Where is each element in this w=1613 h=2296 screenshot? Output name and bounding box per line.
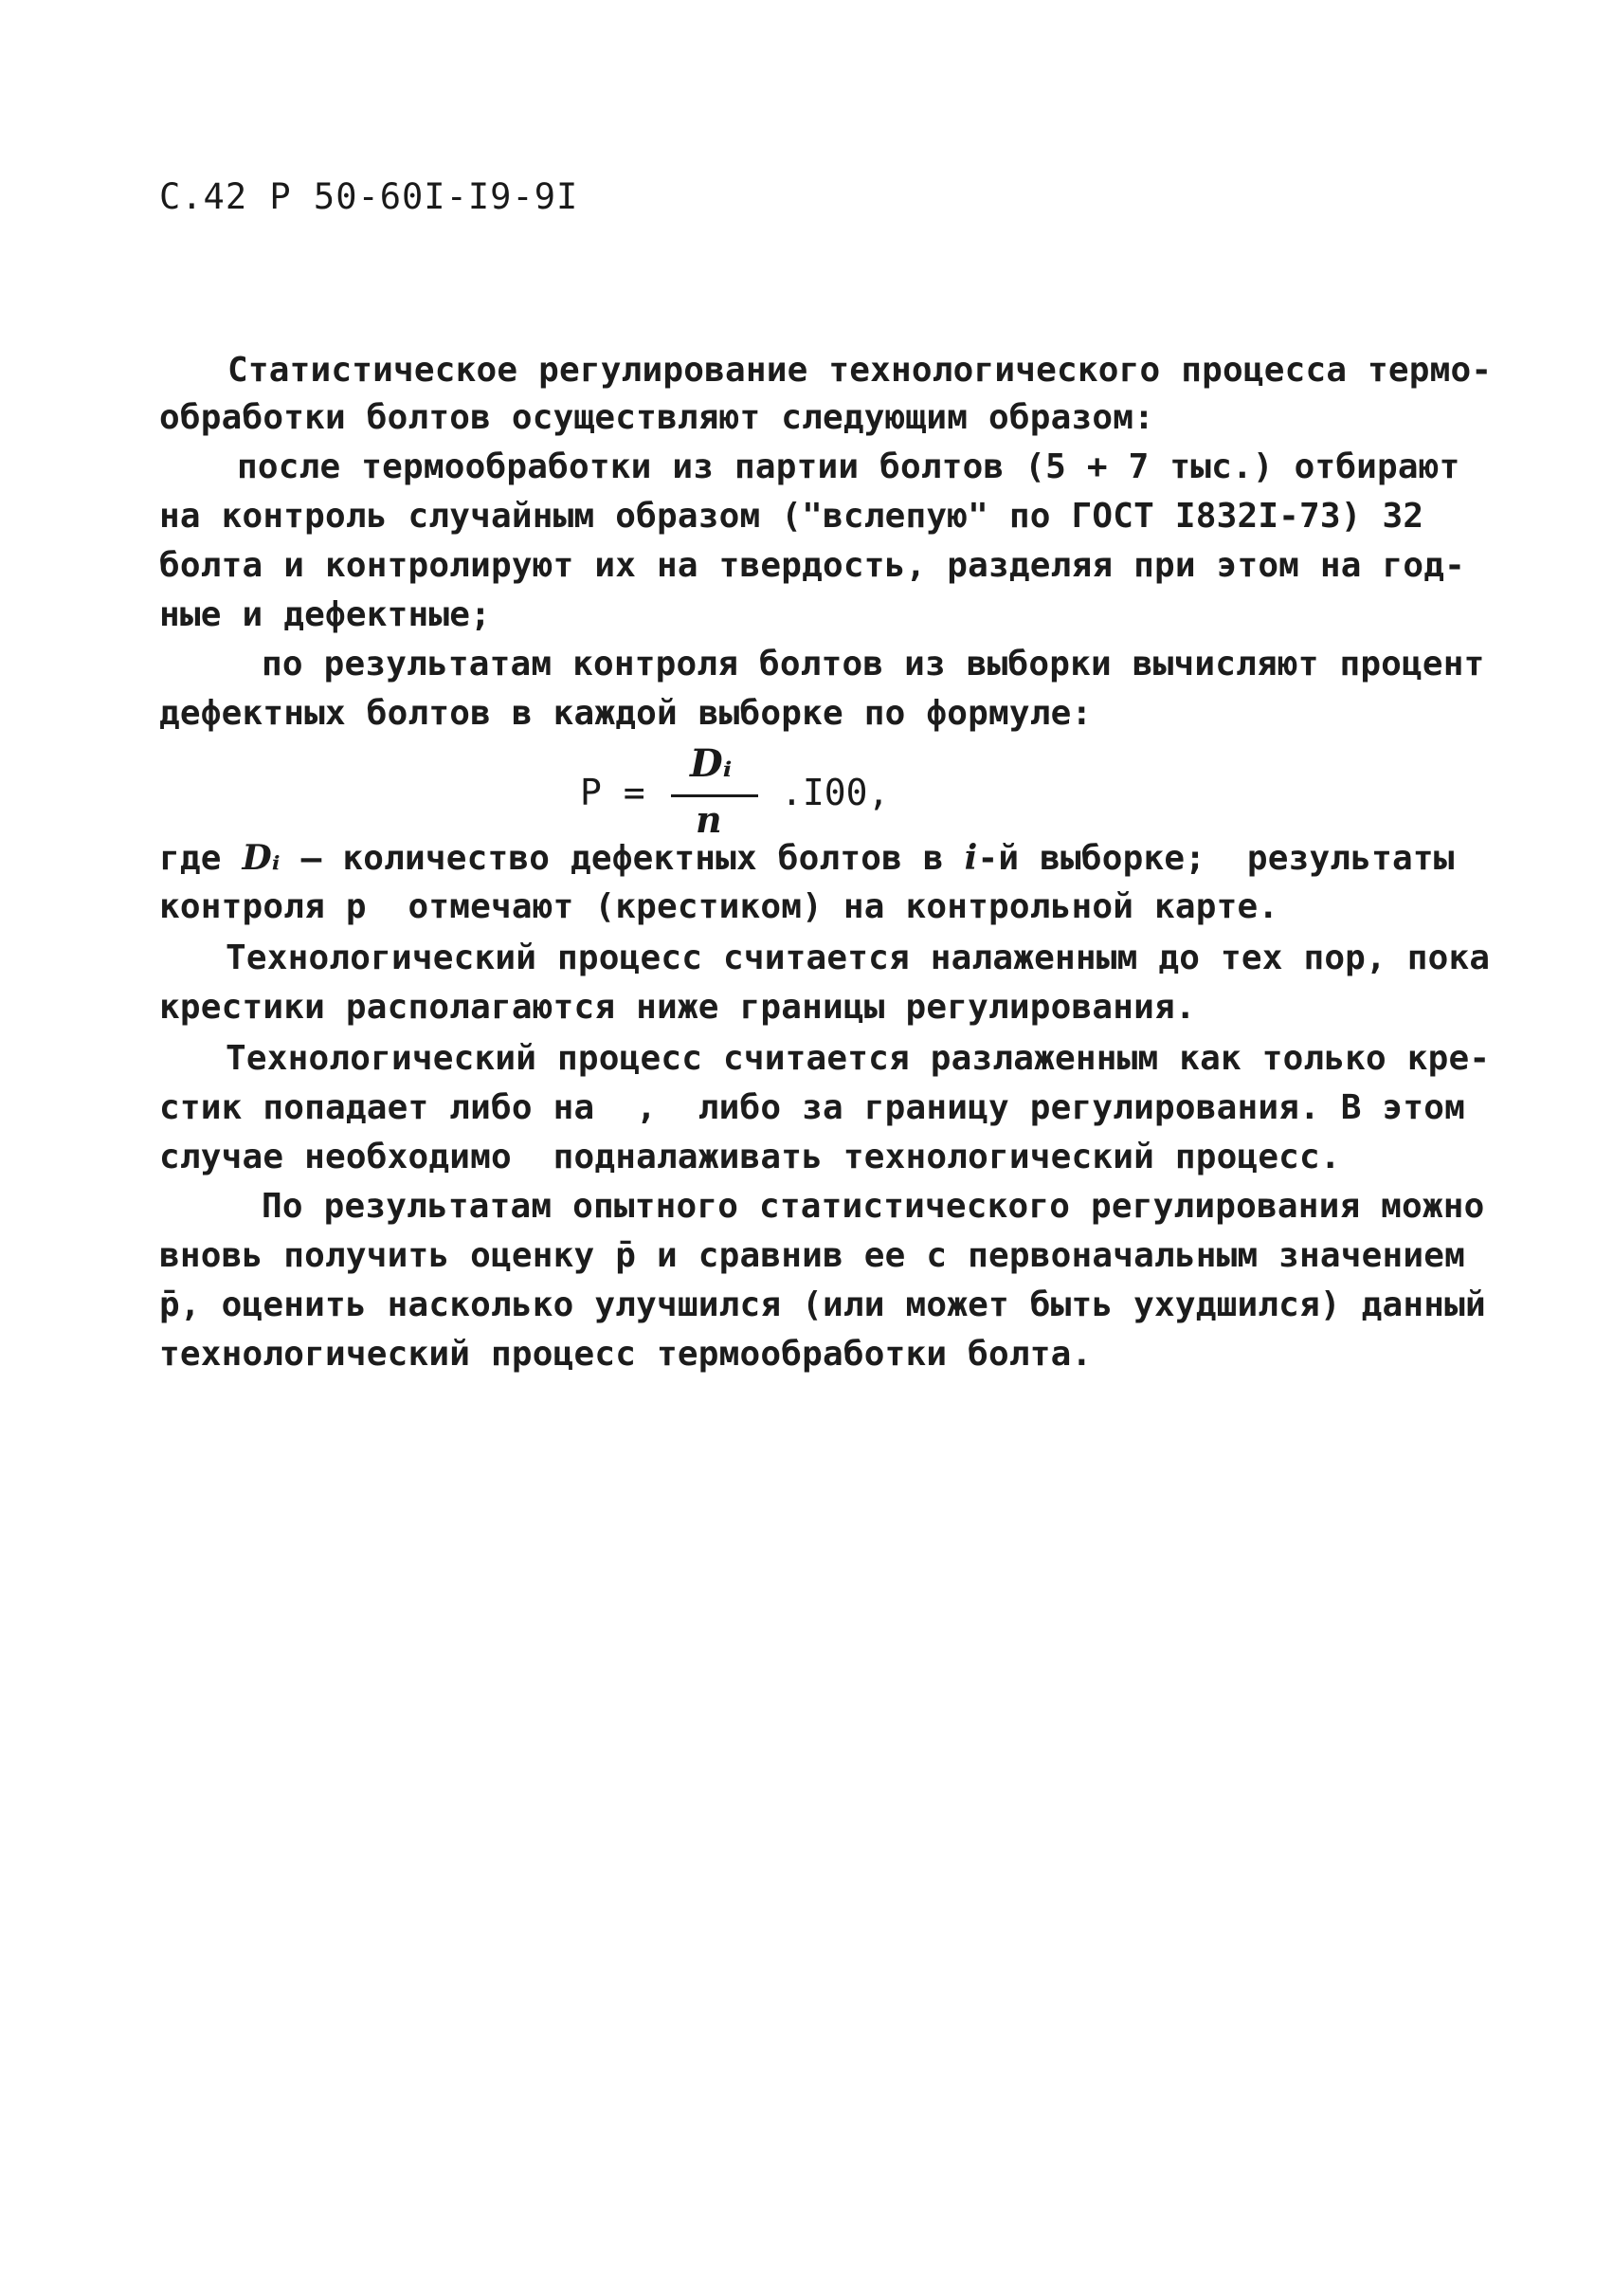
paragraph-3-line-1: по результатам контроля болтов из выборки вычисляют процент: [262, 645, 1485, 683]
paragraph-5-line-1: Технологический процесс считается налаженным до тех пор, пока: [226, 938, 1491, 977]
formula-denominator: n: [696, 798, 722, 841]
paragraph-6-line-1: Технологический процесс считается разлаженным как только кре-: [226, 1039, 1491, 1078]
paragraph-7-line-2: вновь получить оценку p̄ и сравнив ее с первоначальным значением: [159, 1236, 1466, 1275]
fraction-bar: [671, 794, 758, 797]
paragraph-4-line-2: контроля р отмечают (крестиком) на контрольной карте.: [159, 887, 1279, 926]
paragraph-2-line-1: после термообработки из партии болтов (5 + 7 тыс.) отбирают: [237, 447, 1460, 486]
formula-numerator: Dᵢ: [690, 741, 733, 786]
paragraph-1-line-1: Статистическое регулирование технологического процесса термо-: [227, 351, 1493, 390]
paragraph-2-line-3: болта и контролируют их на твердость, разделяя при этом на год-: [159, 546, 1466, 585]
paragraph-2-line-2: на контроль случайным образом ("вслепую" по ГОСТ I832I-73) 32: [159, 497, 1424, 536]
formula-lhs: P =: [580, 772, 645, 813]
page-header: С.42 Р 50-60I-I9-9I: [159, 176, 579, 217]
sample-index-symbol: i: [964, 838, 978, 878]
paragraph-1-line-2: обработки болтов осуществляют следующим образом:: [159, 398, 1154, 437]
paragraph-5-line-2: крестики располагаются ниже границы регулирования.: [159, 988, 1196, 1027]
defect-count-symbol: Dᵢ: [242, 838, 281, 878]
paragraph-7-line-4: технологический процесс термообработки болта.: [159, 1335, 1093, 1374]
definition-text: – количество дефектных болтов в: [280, 839, 965, 878]
paragraph-2-line-4: ные и дефектные;: [159, 595, 491, 634]
percent-formula: [580, 741, 921, 846]
paragraph-7-line-1: По результатам опытного статистического регулирования можно: [262, 1187, 1485, 1226]
definition-tail: -й выборке; результаты: [977, 839, 1455, 878]
paragraph-7-line-3: p̄, оценить насколько улучшился (или может быть ухудшился) данный: [159, 1285, 1486, 1324]
formula-multiplier: .I00,: [781, 772, 890, 813]
paragraph-4-line-1: [159, 838, 1455, 878]
paragraph-3-line-2: дефектных болтов в каждой выборке по формуле:: [159, 694, 1093, 733]
where-word: где: [159, 839, 243, 878]
paragraph-6-line-2: стик попадает либо на , либо за границу регулирования. В этом: [159, 1088, 1466, 1127]
paragraph-6-line-3: случае необходимо подналаживать технологический процесс.: [159, 1138, 1341, 1176]
